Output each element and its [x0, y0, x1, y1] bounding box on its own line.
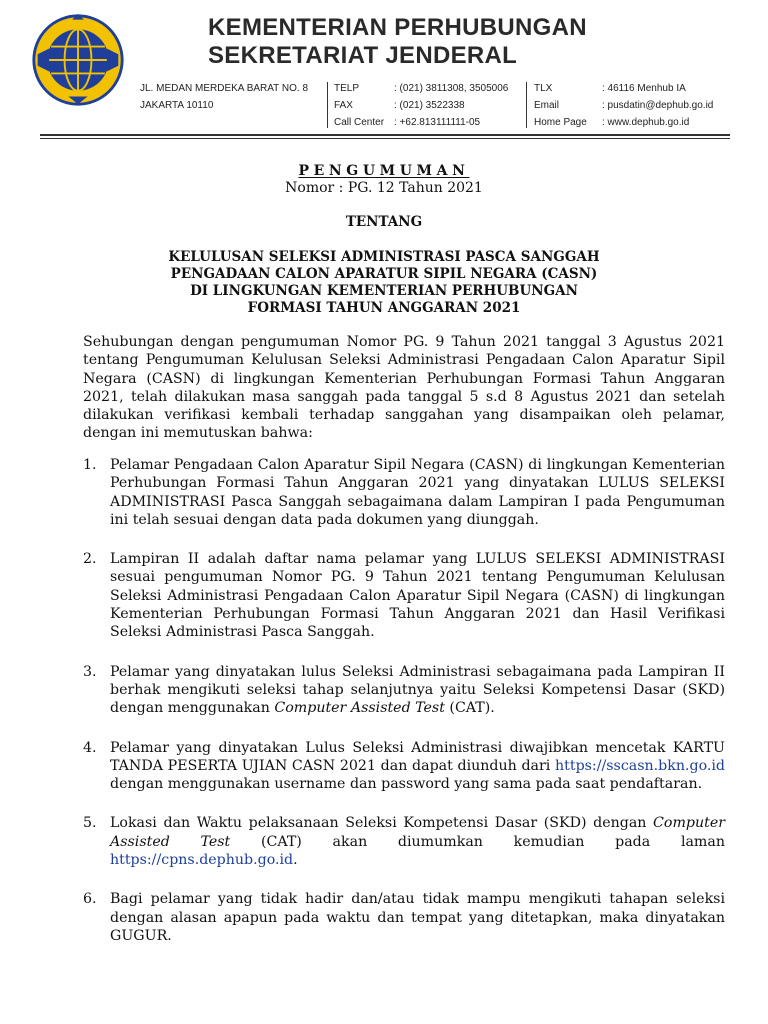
list-item: [83, 663, 725, 718]
organization-name: [208, 14, 587, 70]
divider: [327, 82, 328, 128]
ministry-logo-icon: [30, 12, 126, 108]
tentang-heading: TENTANG: [345, 214, 423, 230]
tlx-block: [534, 80, 713, 131]
announcement-title: PENGUMUMAN: [298, 163, 470, 179]
sscasn-link[interactable]: https://sscasn.bkn.go.id: [555, 757, 725, 774]
divider: [526, 82, 527, 128]
item-text: dengan menggunakan username dan password yang sama pada saat pendaftaran.: [110, 776, 703, 793]
intro-paragraph: Sehubungan dengan pengumuman Nomor PG. 9 Tahun 2021 tanggal 3 Agustus 2021 tentang Pengumuman Kelulusan Seleksi Administrasi Pengadaan Calon Aparatur Sipil Negara (CASN) di lingkungan Kementerian Perhubungan Formasi Tahun Anggaran 2021, telah dilakukan masa sanggah pada tanggal 5 s.d 8 Agustus 2021 dan setelah dilakukan verifikasi kembali terhadap sanggahan yang disampaikan oleh pelamar, dengan ini memutuskan bahwa:: [83, 334, 725, 442]
item-emphasis: Computer Assisted Test: [274, 700, 445, 717]
item-text: Pelamar yang dinyatakan Lulus Seleksi Administrasi diwajibkan mencetak KARTU TANDA PESERTA UJIAN CASN 2021 dan dapat diunduh dari: [110, 739, 725, 774]
item-text: Lampiran II adalah daftar nama pelamar yang LULUS SELEKSI ADMINISTRASI sesuai pengumuman Nomor PG. 9 Tahun 2021 tentang Pengumuman Kelulusan Seleksi Administrasi Pengadaan Calon Aparatur Sipil Negara (CASN) di lingkungan Kementerian Perhubungan Formasi Tahun Anggaran 2021 dan Hasil Verifikasi Seleksi Administrasi Pasca Sanggah.: [110, 551, 725, 641]
list-item: [83, 456, 725, 529]
item-number: 4.: [83, 739, 97, 756]
item-number: 2.: [83, 551, 97, 568]
callcenter-value: : +62.813111111-05: [394, 117, 481, 128]
telp-label: TELP: [334, 83, 360, 94]
list-item: [83, 890, 725, 945]
item-text: Bagi pelamar yang tidak hadir dan/atau tidak mampu mengikuti tahapan seleksi dengan alasan apapun pada waktu dan tempat yang ditetapkan, maka dinyatakan GUGUR.: [110, 891, 725, 944]
subject-line: PENGADAAN CALON APARATUR SIPIL NEGARA (CASN): [170, 266, 598, 282]
item-text: .: [293, 852, 298, 869]
email-value: : pusdatin@dephub.go.id: [602, 100, 714, 111]
homepage-value: : www.dephub.go.id: [602, 117, 690, 128]
tlx-label: TLX: [534, 83, 553, 94]
item-emphasis: Computer Assisted Test: [110, 815, 725, 850]
item-text: (CAT).: [444, 700, 495, 717]
item-number: 5.: [83, 815, 97, 832]
telp-value: : (021) 3811308, 3505006: [394, 83, 509, 94]
callcenter-label: Call Center: [334, 117, 385, 128]
list-item: [83, 550, 725, 641]
item-text: (CAT) akan diumumkan kemudian pada laman: [230, 833, 725, 850]
fax-label: FAX: [334, 100, 353, 111]
announcement-number: Nomor : PG. 12 Tahun 2021: [285, 180, 483, 196]
subject-line: FORMASI TAHUN ANGGARAN 2021: [247, 300, 521, 316]
address-line-1: JL. MEDAN MERDEKA BARAT NO. 8: [140, 83, 309, 94]
subject-line: DI LINGKUNGAN KEMENTERIAN PERHUBUNGAN: [190, 283, 578, 299]
letterhead-rule: [40, 134, 730, 136]
fax-value: : (021) 3522338: [394, 100, 465, 111]
item-number: 6.: [83, 891, 97, 908]
address-block: [140, 80, 308, 114]
list-item: [83, 814, 725, 869]
org-line-2: SEKRETARIAT JENDERAL: [208, 42, 518, 69]
org-line-1: KEMENTERIAN PERHUBUNGAN: [208, 14, 587, 41]
subject-line: KELULUSAN SELEKSI ADMINISTRASI PASCA SANGGAH: [168, 249, 600, 265]
announcement-subject: [0, 249, 768, 317]
decision-list: [83, 456, 725, 966]
item-text: Lokasi dan Waktu pelaksanaan Seleksi Kompetensi Dasar (SKD) dengan: [110, 815, 654, 832]
item-number: 3.: [83, 663, 97, 680]
phone-block: [334, 80, 508, 131]
email-label: Email: [534, 100, 560, 111]
homepage-label: Home Page: [534, 117, 587, 128]
item-text: Pelamar Pengadaan Calon Aparatur Sipil Negara (CASN) di lingkungan Kementerian Perhubungan Formasi Tahun Anggaran 2021 yang dinyatakan LULUS SELEKSI ADMINISTRASI Pasca Sanggah sebagaimana dalam Lampiran I pada Pengumuman ini telah sesuai dengan data pada dokumen yang diunggah.: [110, 457, 725, 528]
tlx-value: : 46116 Menhub IA: [602, 83, 686, 94]
address-line-2: JAKARTA 10110: [140, 100, 214, 111]
item-number: 1.: [83, 457, 97, 473]
list-item: [83, 739, 725, 794]
letterhead-rule-thin: [40, 138, 730, 139]
cpns-link[interactable]: https://cpns.dephub.go.id: [110, 852, 294, 869]
item-text: Pelamar yang dinyatakan lulus Seleksi Administrasi sebagaimana pada Lampiran II berhak mengikuti seleksi tahap selanjutnya yaitu Seleksi Kompetensi Dasar (SKD) dengan menggunakan: [110, 663, 725, 717]
